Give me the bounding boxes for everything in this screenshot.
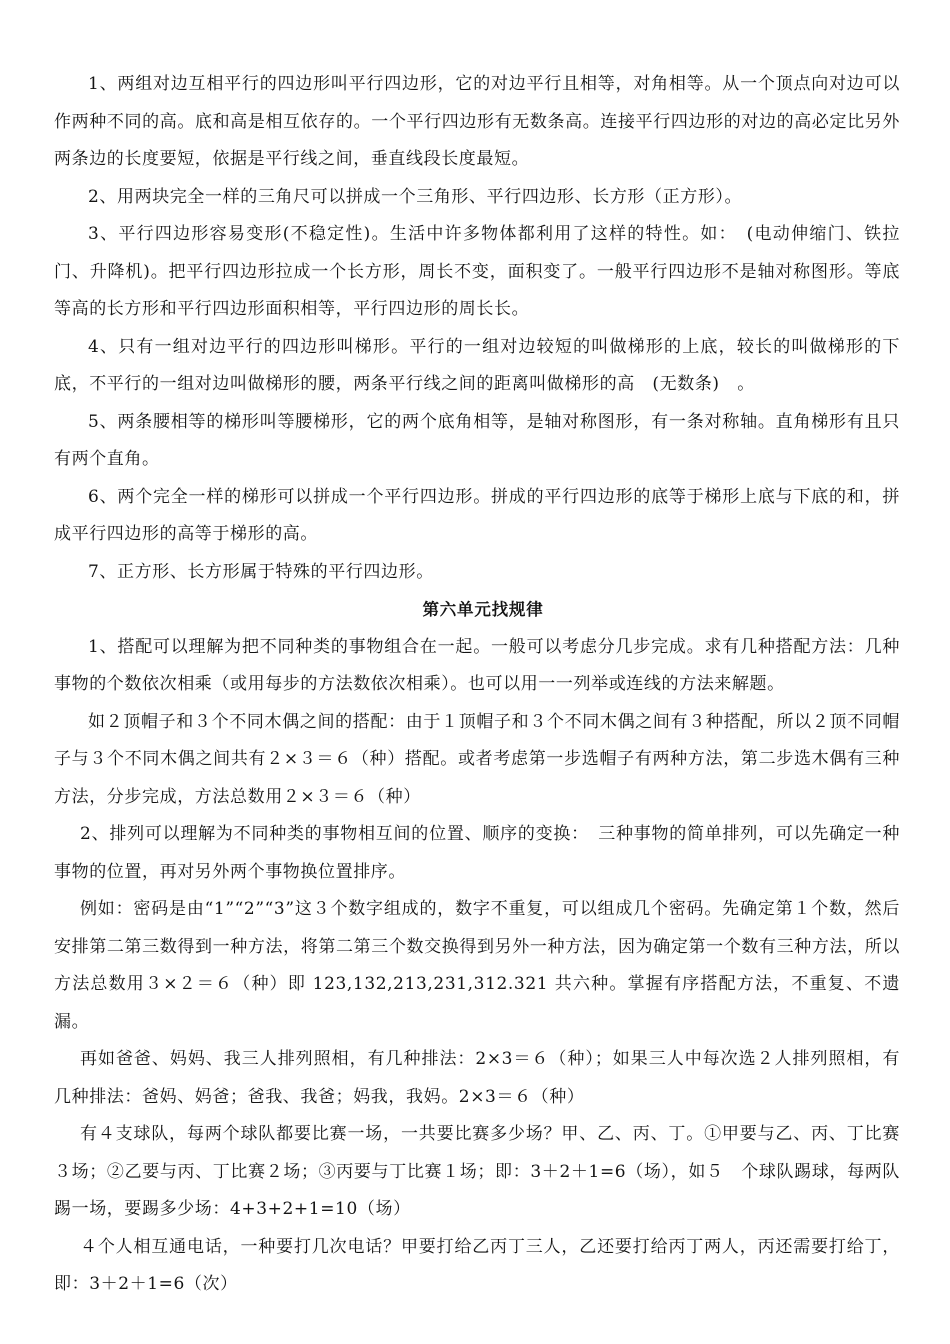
paragraph-trapezoid-definition: 4、只有一组对边平行的四边形叫梯形。平行的一组对边较短的叫做梯形的上底，较长的叫做梯形的下底，不平行的一组对边叫做梯形的腰，两条平行线之间的距离叫做梯形的高 (无数条) 。 (54, 336, 900, 394)
paragraph-special-parallelograms: 7、正方形、长方形属于特殊的平行四边形。 (88, 561, 434, 582)
paragraph-isosceles-trapezoid: 5、两条腰相等的梯形叫等腰梯形，它的两个底角相等，是轴对称图形，有一条对称轴。直角梯形有且只有两个直角。 (54, 411, 900, 469)
paragraph-two-trapezoids: 6、两个完全一样的梯形可以拼成一个平行四边形。拼成的平行四边形的底等于梯形上底与下底的和，拼成平行四边形的高等于梯形的高。 (54, 486, 900, 544)
paragraph-arrangement-definition: 2、排列可以理解为不同种类的事物相互间的位置、顺序的变换： 三种事物的简单排列，可以先确定一种事物的位置，再对另外两个事物换位置排序。 (54, 824, 900, 882)
paragraph-ball-teams-example: 有４支球队，每两个球队都要比赛一场，一共要比赛多少场？甲、乙、丙、丁。①甲要与乙、丙、丁比赛３场；②乙要与丙、丁比赛２场；③丙要与丁比赛１场；即：3＋2＋1=6（场），如５ 个球队踢球，每两队踢一场，要踢多少场：4+3+2+1=10（场） (54, 1124, 900, 1219)
paragraph-password-example: 例如：密码是由“1”“2”“3”这３个数字组成的，数字不重复，可以组成几个密码。先确定第１个数，然后安排第二第三数得到一种方法，将第二第三个数交换得到另外一种方法，因为确定第一个数有三种方法，所以方法总数用３×２＝６（种）即 123,132,213,231,312.321 共六种。掌握有序搭配方法，不重复、不遗漏。 (54, 899, 900, 1032)
paragraph-parallelogram-definition: 1、两组对边互相平行的四边形叫平行四边形，它的对边平行且相等，对角相等。从一个顶点向对边可以作两种不同的高。底和高是相互依存的。一个平行四边形有无数条高。连接平行四边形的对边的高必定比另外两条边的长度要短，依据是平行线之间，垂直线段长度最短。 (54, 74, 900, 169)
paragraph-hats-puppets-example: 如２顶帽子和３个不同木偶之间的搭配：由于１顶帽子和３个不同木偶之间有３种搭配，所以２顶不同帽子与３个不同木偶之间共有２×３＝６（种）搭配。或者考虑第一步选帽子有两种方法，第二步选木偶有三种方法，分步完成，方法总数用２×３＝６（种） (54, 711, 900, 807)
paragraph-matching-definition: 1、搭配可以理解为把不同种类的事物组合在一起。一般可以考虑分几步完成。求有几种搭配方法：几种事物的个数依次相乘（或用每步的方法数依次相乘）。也可以用一一列举或连线的方法来解题。 (54, 636, 900, 694)
paragraph-phone-calls-example: ４个人相互通电话，一种要打几次电话？甲要打给乙丙丁三人，乙还要打给丙丁两人，丙还需要打给丁，即：3＋2＋1=6（次） (54, 1236, 900, 1294)
paragraph-family-photo-example: 再如爸爸、妈妈、我三人排列照相，有几种排法：2×3＝６（种）；如果三人中每次选２人排列照相，有几种排法：爸妈、妈爸；爸我、我爸；妈我，我妈。2×3＝６（种） (54, 1049, 900, 1107)
document-page (54, 66, 900, 1304)
section-title-unit-six: 第六单元找规律 (422, 600, 544, 619)
paragraph-triangle-rulers: 2、用两块完全一样的三角尺可以拼成一个三角形、平行四边形、长方形（正方形）。 (88, 186, 743, 207)
paragraph-parallelogram-instability: 3、平行四边形容易变形(不稳定性)。生活中许多物体都利用了这样的特性。如： (电动伸缩门、铁拉门、升降机)。把平行四边形拉成一个长方形，周长不变，面积变了。一般平行四边形不是轴对称图形。等底等高的长方形和平行四边形面积相等，平行四边形的周长长。 (54, 224, 900, 319)
